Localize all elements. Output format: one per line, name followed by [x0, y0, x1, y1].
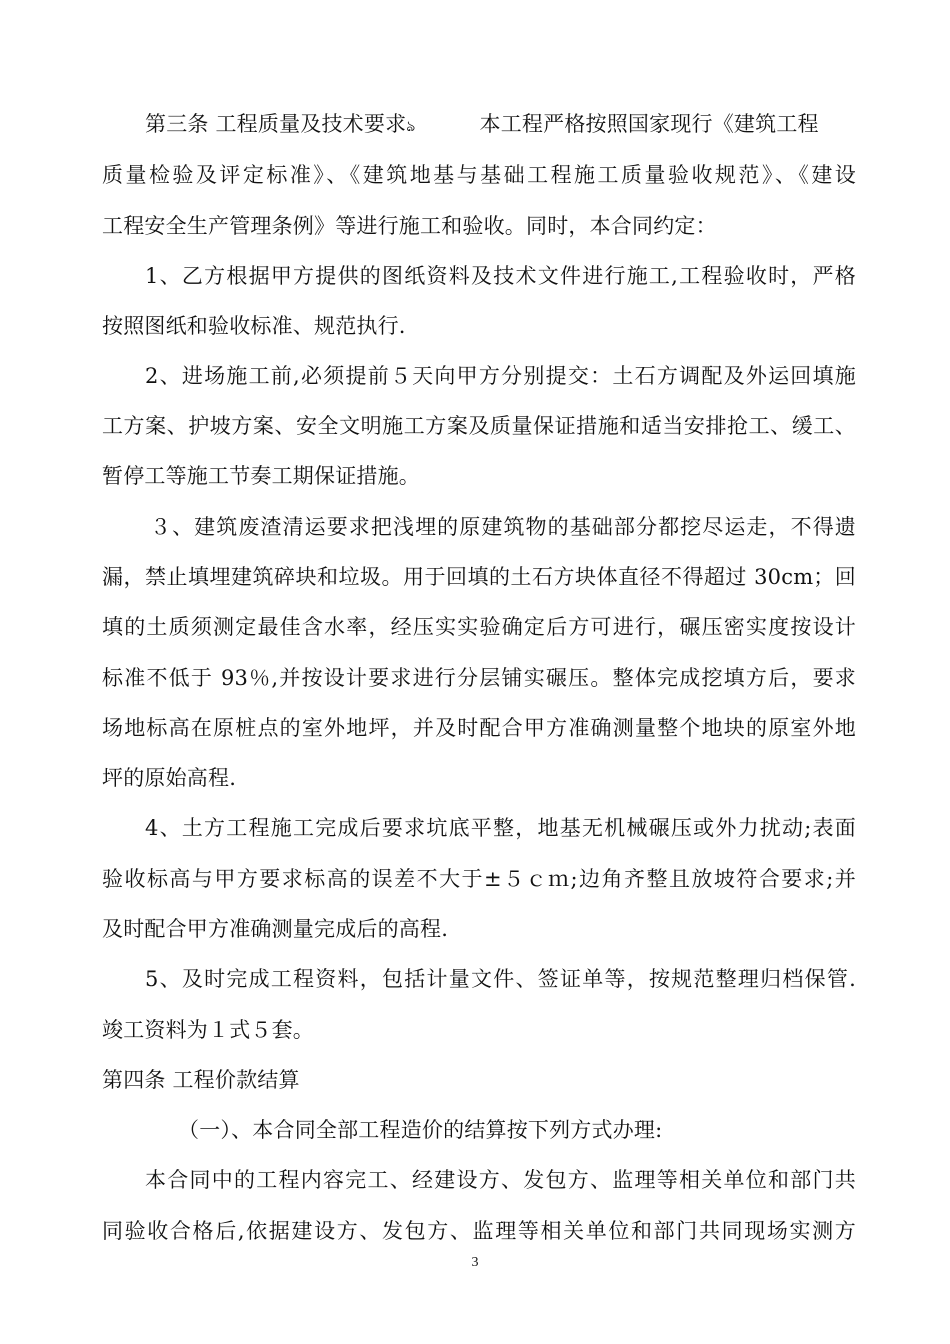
article3-item2-line2: 工方案、护坡方案、安全文明施工方案及质量保证措施和适当安排抢工、缓工、	[102, 414, 856, 438]
article3-intro-line3: 工程安全生产管理条例》等进行施工和验收。同时，本合同约定：	[102, 214, 717, 238]
article3-item3-line5: 场地标高在原桩点的室外地坪，并及时配合甲方准确测量整个地块的原室外地	[102, 716, 856, 740]
article3-item3-line6: 坪的原始高程.	[102, 766, 237, 790]
article3-intro-lead: 本工程严格按照国家现行《建筑工程	[479, 112, 819, 136]
article3-item2-line1: 2、进场施工前,必须提前５天向甲方分别提交：土石方调配及外运回填施	[145, 364, 856, 388]
article4-heading: 第四条 工程价款结算	[102, 1068, 300, 1092]
article3-heading-line	[145, 111, 856, 139]
article3-item1-line1: 1、乙方根据甲方提供的图纸资料及技术文件进行施工,工程验收时，严格	[145, 264, 856, 288]
article4-para-line2: 同验收合格后,依据建设方、发包方、监理等相关单位和部门共同现场实测方	[102, 1219, 856, 1243]
article3-item3-line3: 填的土质须测定最佳含水率，经压实实验确定后方可进行，碾压密实度按设计	[102, 615, 856, 639]
article4-sub1: （一）、本合同全部工程造价的结算按下列方式办理:	[178, 1118, 663, 1142]
article3-item3-line1: ３、建筑废渣清运要求把浅埋的原建筑物的基础部分都挖尽运走，不得遗	[150, 515, 856, 539]
article3-item5-line2: 竣工资料为１式５套。	[102, 1018, 314, 1042]
paragraph-mark-icon: ﻿ঌ	[406, 117, 416, 135]
article4-para-line1: 本合同中的工程内容完工、经建设方、发包方、监理等相关单位和部门共	[145, 1168, 856, 1192]
article3-item2-line3: 暂停工等施工节奏工期保证措施。	[102, 464, 420, 488]
article3-intro-line2: 质量检验及评定标准》、《建筑地基与基础工程施工质量验收规范》、《建设	[102, 163, 856, 187]
article3-item4-line3: 及时配合甲方准确测量完成后的高程.	[102, 917, 449, 941]
article3-item3-line2: 漏，禁止填埋建筑碎块和垃圾。用于回填的土石方块体直径不得超过 30cm；回	[102, 565, 856, 589]
article3-item3-line4: 标准不低于 93％,并按设计要求进行分层铺实碾压。整体完成挖填方后，要求	[102, 666, 856, 690]
article3-item4-line1: 4、土方工程施工完成后要求坑底平整，地基无机械碾压或外力扰动;表面	[145, 816, 856, 840]
article3-item1-line2: 按照图纸和验收标准、规范执行.	[102, 314, 406, 338]
article3-item4-line2: 验收标高与甲方要求标高的误差不大于±５ｃｍ;边角齐整且放坡符合要求;并	[102, 867, 856, 891]
article3-heading: 第三条 工程质量及技术要求	[145, 112, 407, 136]
page-number: 3	[471, 1255, 479, 1270]
article3-item5-line1: 5、及时完成工程资料，包括计量文件、签证单等，按规范整理归档保管.	[145, 967, 856, 991]
